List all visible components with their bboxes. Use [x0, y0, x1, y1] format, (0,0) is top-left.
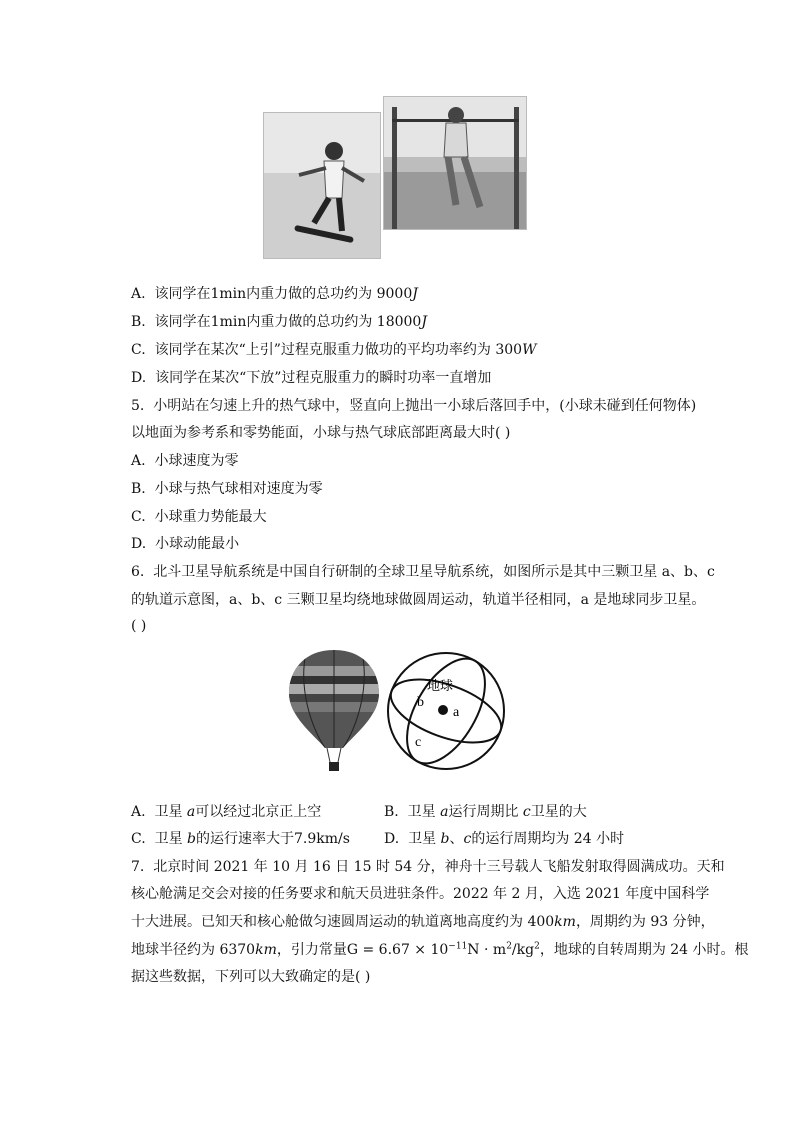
q6-stem-line1: 6. 北斗卫星导航系统是中国自行研制的全球卫星导航系统，如图所示是其中三颗卫星 a、b、c: [131, 564, 715, 580]
skateboard-photo: [263, 112, 381, 259]
label-c: c: [415, 735, 422, 750]
earth-label: 地球: [427, 678, 454, 693]
q4-option-b: B. 该同学在1min内重力做的总功约为 18000J: [131, 314, 427, 330]
q5-option-d: D. 小球动能最小: [131, 536, 240, 552]
q6-option-c: C. 卫星 b的运行速率大于7.9km/s: [131, 831, 350, 847]
q6-stem-line2: 的轨道示意图，a、b、c 三颗卫星均绕地球做圆周运动，轨道半径相同，a 是地球同步卫星。: [131, 592, 706, 608]
q5-option-a: A. 小球速度为零: [131, 453, 239, 469]
q6-option-d: D. 卫星 b、c的运行周期均为 24 小时: [384, 831, 625, 847]
q7-line3: 十大进展。已知天和核心舱做匀速圆周运动的轨道离地高度约为 400km，周期约为 93 分钟，: [131, 914, 715, 930]
earth-dot: [438, 705, 448, 715]
q4-option-d: D. 该同学在某次“下放”过程克服重力的瞬时功率一直增加: [131, 370, 492, 386]
q5-option-c: C. 小球重力势能最大: [131, 509, 267, 525]
q6-stem-line3: ( ): [131, 618, 147, 634]
q7-line2: 核心舱满足交会对接的任务要求和航天员进驻条件。2022 年 2 月，入选 2021 年度中国科学: [131, 886, 710, 902]
q7-line4: 地球半径约为 6370km，引力常量$G = 6.67 \times 10^{-11}N \cdot m^2/kg^2$，地球的自转周期为 24 小时。根: [131, 941, 749, 958]
label-b: b: [417, 695, 424, 710]
satellite-orbit-diagram: [385, 650, 507, 772]
q5-stem-line2: 以地面为参考系和零势能面，小球与热气球底部距离最大时( ): [131, 425, 511, 441]
q4-option-c: C. 该同学在某次“上引”过程克服重力做功的平均功率约为 300W: [131, 342, 537, 358]
q7-line1: 7. 北京时间 2021 年 10 月 16 日 15 时 54 分，神舟十三号载人飞船发射取得圆满成功。天和: [131, 859, 725, 875]
hot-air-balloon-image: [287, 648, 381, 774]
q5-stem-line1: 5. 小明站在匀速上升的热气球中，竖直向上抛出一小球后落回手中，(小球未碰到任何物体): [131, 398, 697, 414]
q5-option-b: B. 小球与热气球相对速度为零: [131, 481, 323, 497]
q7-line5: 据这些数据，下列可以大致确定的是( ): [131, 969, 371, 985]
q6-option-b: B. 卫星 a运行周期比 c卫星的大: [384, 804, 587, 820]
label-a: a: [453, 705, 460, 720]
pullup-photo: [383, 96, 527, 230]
q4-option-a: A. 该同学在1min内重力做的总功约为 9000J: [131, 286, 418, 302]
q6-option-a: A. 卫星 a可以经过北京正上空: [131, 804, 322, 820]
